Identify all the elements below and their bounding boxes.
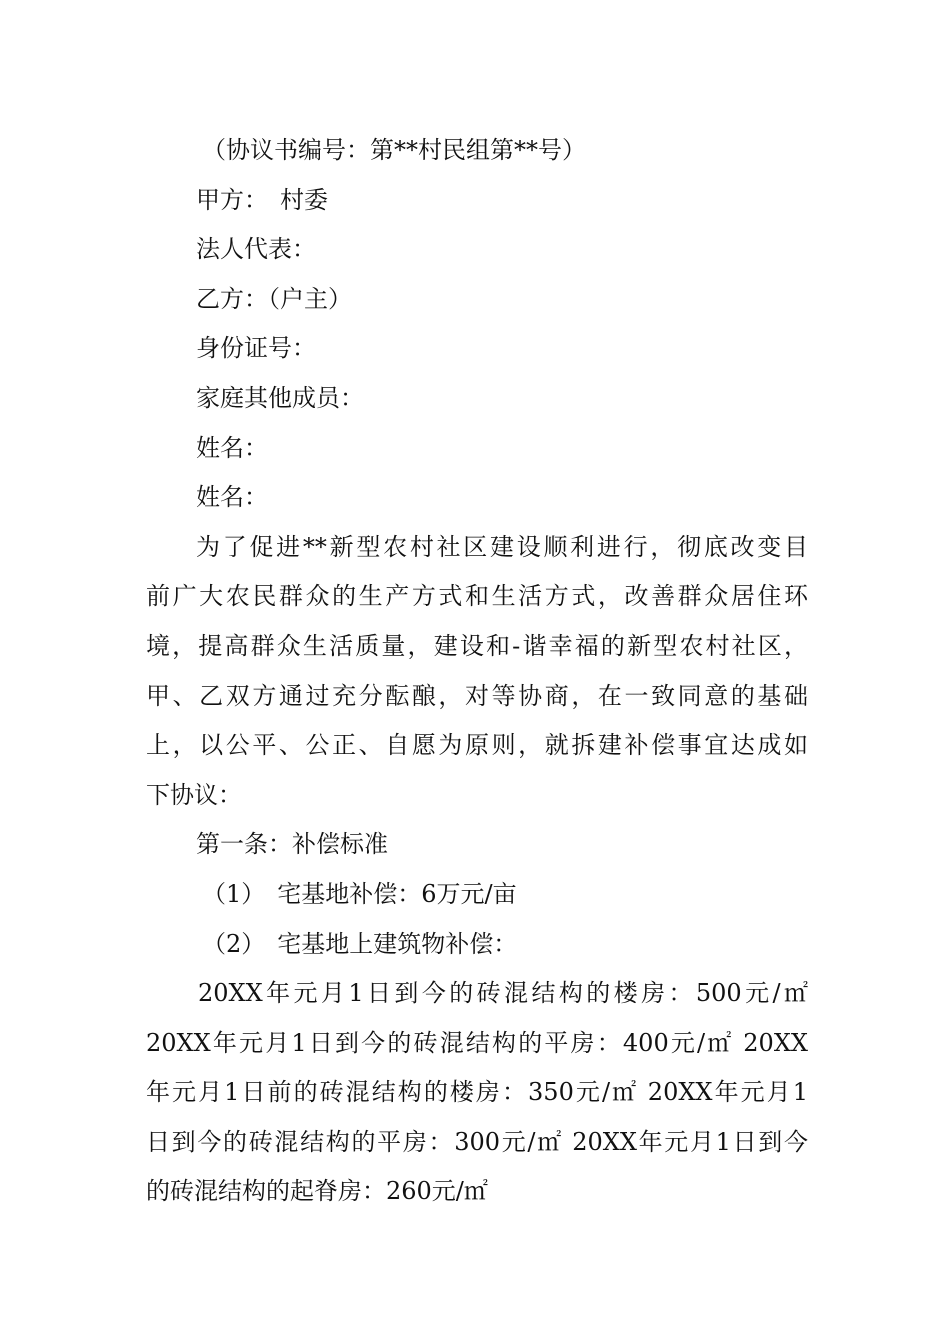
family-members-line: 家庭其他成员：: [196, 383, 364, 412]
item-1-line: （1） 宅基地补偿：6万元/亩: [202, 879, 517, 908]
contract-number: （协议书编号：第**村民组第**号）: [202, 136, 586, 164]
paragraph-line: 甲、乙双方通过充分酝酿，对等协商，在一致同意的基础: [146, 681, 808, 710]
paragraph-line: 为了促进**新型农村社区建设顺利进行，彻底改变目: [196, 532, 808, 561]
paragraph-line: 20XX年元月1日到今的砖混结构的楼房：500元/㎡: [198, 979, 808, 1008]
paragraph-line: 的砖混结构的起脊房：260元/㎡: [146, 1177, 488, 1206]
intro-paragraph: [146, 523, 808, 821]
party-a-line: 甲方： 村委: [196, 185, 328, 214]
paragraph-line: 前广大农民群众的生产方式和生活方式，改善群众居住环: [146, 582, 808, 611]
document-body: [146, 126, 808, 1217]
member-name-line: 姓名：: [196, 483, 268, 512]
member-name-line: 姓名：: [196, 433, 268, 462]
item-2-line: （2） 宅基地上建筑物补偿：: [202, 929, 518, 958]
party-b-line: 乙方：（户主）: [196, 284, 352, 313]
legal-representative-line: 法人代表：: [196, 235, 316, 264]
paragraph-line: 境，提高群众生活质量，建设和-谐幸福的新型农村社区，: [146, 631, 808, 660]
article-1-title: 第一条：补偿标准: [196, 830, 388, 859]
rates-paragraph: [146, 969, 808, 1217]
paragraph-line: 上，以公平、公正、自愿为原则，就拆建补偿事宜达成如: [146, 731, 808, 760]
paragraph-line: 日到今的砖混结构的平房：300元/㎡ 20XX年元月1日到今: [146, 1127, 808, 1156]
id-number-line: 身份证号：: [196, 334, 316, 363]
paragraph-line: 20XX年元月1日到今的砖混结构的平房：400元/㎡ 20XX: [146, 1028, 808, 1057]
paragraph-line: 年元月1日前的砖混结构的楼房：350元/㎡ 20XX年元月1: [146, 1078, 808, 1107]
paragraph-line: 下协议：: [146, 780, 242, 809]
